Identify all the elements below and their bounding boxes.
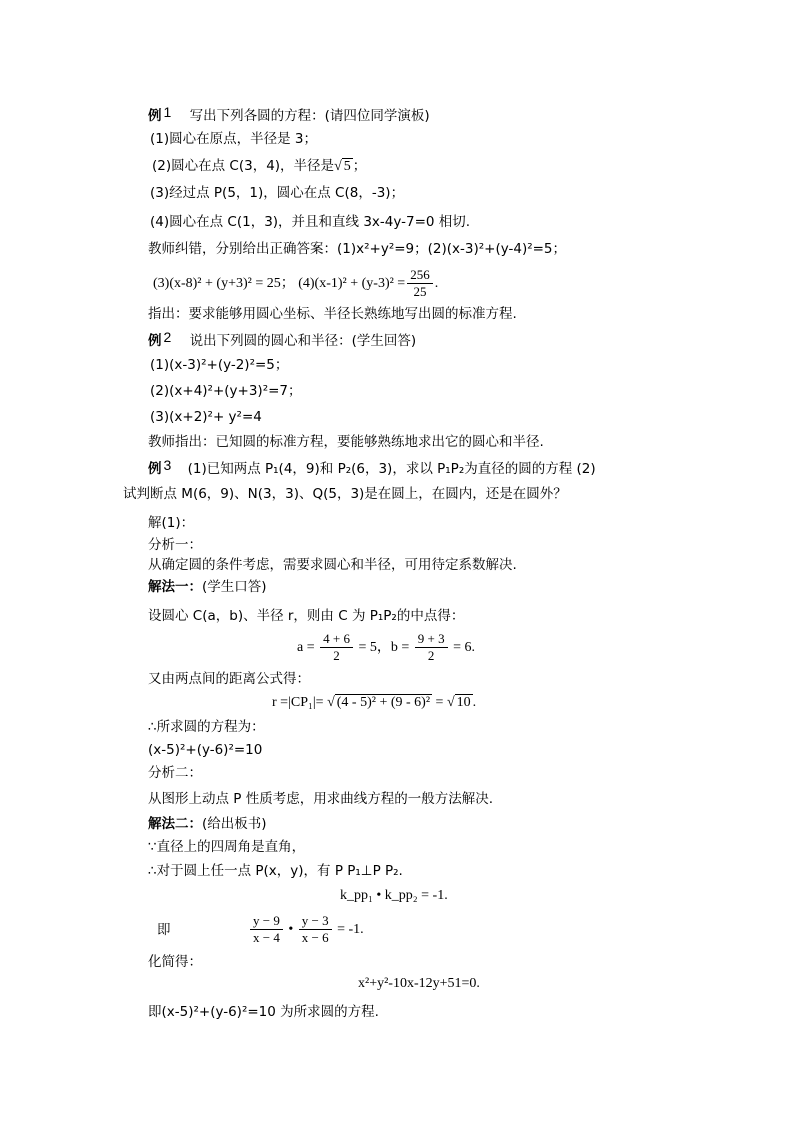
eq-a-left: a = — [297, 640, 315, 655]
fraction-slope-2 — [299, 913, 332, 946]
ex3-method-1-heading — [148, 578, 267, 596]
eq-r-equals: = — [435, 695, 444, 710]
ex3-because: ∵直径上的四周角是直角， — [148, 839, 306, 855]
ex1-item-3: (3)经过点 P(5，1)，圆心在点 C(8，-3)； — [150, 185, 405, 201]
ex3-simplify: 化简得： — [148, 954, 202, 970]
method-label: 解法二： — [148, 816, 202, 832]
example-label: 例 — [148, 333, 162, 349]
example-number: 3 — [163, 457, 172, 473]
eq-center-coords — [297, 628, 475, 668]
ex1-item-4: (4)圆心在点 C(1，3)，并且和直线 3x-4y-7=0 相切. — [150, 214, 471, 230]
eq-r-end: . — [472, 695, 477, 710]
sqrt-distance-radicand: (4 - 5)² + (9 - 6)² — [336, 695, 431, 710]
sqrt-distance: √ (4 - 5)² + (9 - 6)² — [327, 695, 431, 710]
ex2-item-3: (3)(x+2)²+ y²=4 — [150, 409, 262, 425]
example-3-heading — [148, 456, 596, 478]
fraction-numerator: 9 + 3 — [415, 631, 448, 648]
ex3-analysis-1-text: 从确定圆的条件考虑，需要求圆心和半径，可用待定系数解决. — [148, 557, 517, 573]
example-label: 例 — [148, 108, 162, 124]
ex3-final: 即(x-5)²+(y-6)²=10 为所求圆的方程. — [148, 1004, 379, 1020]
ex3-ji: 即 — [157, 922, 171, 938]
ex1-teacher-fix: 教师纠错，分别给出正确答案：(1)x²+y²=9；(2)(x-3)²+(y-4)²=5； — [148, 241, 567, 257]
fraction-numerator: 4 + 6 — [320, 631, 353, 648]
ex2-note: 教师指出：已知圆的标准方程，要能够熟练地求出它的圆心和半径. — [148, 434, 544, 450]
ex1-answer-4: (4)(x-1)² + (y-3)² = — [298, 276, 406, 291]
example-title: 写出下列各圆的方程：(请四位同学演板) — [189, 108, 430, 124]
example-number: 2 — [163, 329, 172, 345]
sqrt-ten-radicand: 10 — [456, 695, 471, 710]
fraction-256-25 — [407, 267, 433, 300]
ex1-note: 指出：要求能够用圆心坐标、半径长熟练地写出圆的标准方程. — [148, 306, 517, 322]
fraction-denominator: 25 — [413, 284, 427, 300]
ex2-item-1: (1)(x-3)²+(y-2)²=5； — [150, 357, 289, 373]
ex3-analysis-2: 分析二： — [148, 765, 202, 781]
ex3-distance-line: 又由两点间的距离公式得： — [148, 671, 310, 687]
sqrt-ten: √ 10 — [446, 695, 471, 710]
fraction-numerator: y − 3 — [299, 913, 332, 930]
example-title: 说出下列圆的圆心和半径：(学生回答) — [189, 333, 417, 349]
fraction-denominator: x − 4 — [253, 930, 280, 946]
fraction-denominator: 2 — [427, 648, 435, 664]
ex3-result-1: (x-5)²+(y-6)²=10 — [148, 742, 263, 758]
sqrt-five: √ 5 — [334, 159, 351, 174]
fraction-denominator: 2 — [333, 648, 340, 664]
ex3-solution-head: 解(1)： — [148, 515, 195, 531]
fraction-slope-1 — [250, 913, 283, 946]
eq-slope-product — [248, 910, 364, 950]
ex3-line-1: (1)已知两点 P₁(4，9)和 P₂(6，3)，求以 P₁P₂为直径的圆的方程 (2) — [187, 461, 596, 477]
example-1-heading — [148, 103, 430, 125]
ex3-therefore-2: ∴对于圆上任一点 P(x，y)，有 P P₁⊥P P₂. — [148, 863, 403, 879]
eq-radius — [272, 692, 476, 714]
method-label: 解法一： — [148, 579, 202, 595]
sqrt-five-radicand: 5 — [343, 159, 351, 174]
eq-a-mid: = 5，b = — [358, 640, 410, 655]
ex2-item-2: (2)(x+4)²+(y+3)²=7； — [150, 383, 302, 399]
eq-r-left: r =|CP₁|= — [272, 695, 324, 710]
eq-b-end: = 6. — [453, 640, 475, 655]
example-number: 1 — [163, 104, 172, 120]
fraction-numerator: y − 9 — [250, 913, 283, 930]
eq-slopes: k_pp₁ • k_pp₂ = -1. — [340, 888, 448, 903]
fraction-denominator: x − 6 — [301, 930, 329, 946]
multiply-dot: • — [288, 922, 294, 937]
ex1-item-2 — [152, 157, 366, 176]
ex3-method-1-line: 设圆心 C(a，b)、半径 r，则由 C 为 P₁P₂的中点得： — [148, 608, 465, 624]
method-note: (学生口答) — [202, 579, 267, 595]
example-2-heading — [148, 328, 416, 350]
ex3-line-2: 试判断点 M(6，9)、N(3，3)、Q(5，3)是在圆上，在圆内，还是在圆外？ — [123, 486, 567, 502]
ex3-method-2-heading — [148, 815, 267, 833]
fraction-b — [415, 631, 448, 664]
ex3-analysis-1: 分析一： — [148, 537, 202, 553]
fraction-a — [320, 631, 353, 664]
eq-slope-end: = -1. — [337, 922, 364, 937]
ex1-item-1: (1)圆心在原点，半径是 3； — [150, 131, 318, 147]
method-note: (给出板书) — [202, 816, 267, 832]
ex1-answer-4-end: . — [434, 276, 439, 291]
ex1-answer-3: (3)(x-8)² + (y+3)² = 25； — [153, 276, 295, 291]
fraction-numerator: 256 — [407, 267, 433, 284]
example-label: 例 — [148, 461, 162, 477]
ex3-therefore-1: ∴所求圆的方程为： — [148, 719, 265, 735]
ex1-item-2-text: (2)圆心在点 C(3，4)，半径是 — [152, 158, 335, 174]
ex1-answers-3-4 — [153, 266, 438, 302]
ex1-item-2-end: ； — [352, 158, 367, 174]
ex3-analysis-2-text: 从图形上动点 P 性质考虑，用求曲线方程的一般方法解决. — [148, 791, 494, 807]
eq-simplified: x²+y²-10x-12y+51=0. — [358, 976, 480, 991]
